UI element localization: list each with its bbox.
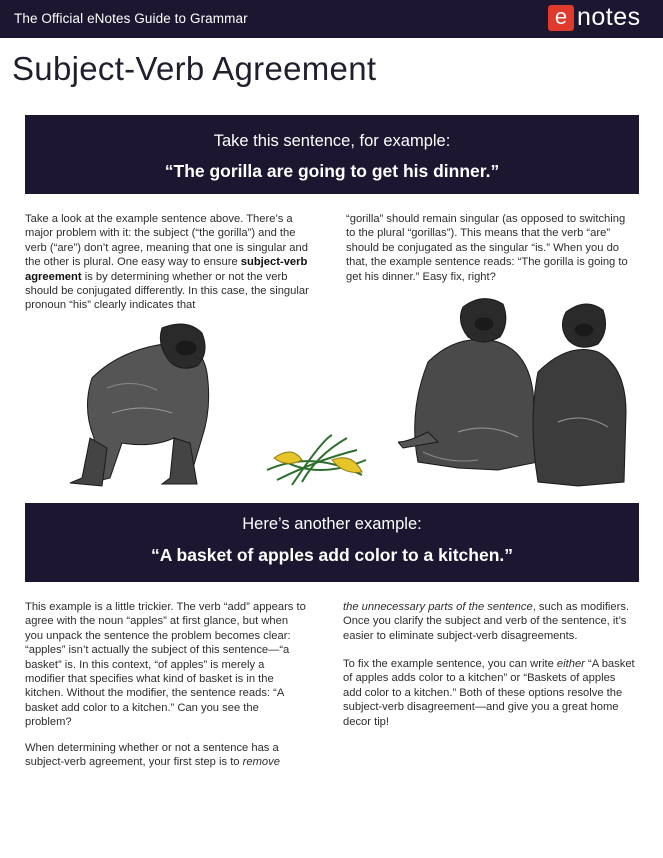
two-gorillas-illustration — [398, 292, 634, 490]
gorilla-illustration — [62, 318, 232, 490]
callout-1-lead: Take this sentence, for example: — [213, 132, 451, 150]
paragraph-3: This example is a little trickier. The verb “add” appears to agree with the noun “apples” at first glance, but when you unpack the sentence the problem becomes clear: “apples” isn’t actually the subject of this sentence—“a basket” is. In this context, “of apples” is merely a modifier that specifies what kind of basket is in the kitchen. Without the modifier, the sentence reads: “A basket add color to a kitchen.” Can you see the problem? — [25, 601, 306, 729]
header-bar — [0, 0, 663, 38]
callout-1-quote: “The gorilla are going to get his dinner.” — [164, 161, 500, 181]
term-subject-verb-agreement: subject-verb agreement — [25, 256, 308, 283]
callout-2-quote: “A basket of apples add color to a kitchen.” — [150, 545, 514, 565]
guide-title: The Official eNotes Guide to Grammar — [14, 11, 248, 26]
logo-wordmark: notes — [577, 3, 641, 31]
paragraph-2: “gorilla” should remain singular (as opposed to switching to the plural “gorillas”). This means that the verb “are” should be conjugated as the singular “is.” When you do that, the example sentence reads: “The gorilla is going to get his dinner.” Easy fix, right? — [346, 213, 628, 283]
paragraph-5-text: , such as modifiers. Once you clarify the subject and verb of the sentence, it’s easier to eliminate subject-verb disagreements. — [343, 601, 630, 642]
paragraph-4 — [25, 741, 307, 770]
paragraph-6-italic: either — [556, 658, 585, 670]
paragraph-4-text-a: When determining whether or not a sentence has a subject-verb agreement, your first step is to — [25, 742, 279, 769]
banana-leaves-illustration — [262, 430, 370, 490]
page-title: Subject-Verb Agreement — [12, 50, 377, 87]
paragraph-1 — [25, 212, 313, 313]
paragraph-5 — [343, 600, 637, 643]
paragraph-6 — [343, 657, 637, 729]
logo-letter-badge: e — [548, 5, 574, 31]
example-callout-1 — [25, 115, 639, 194]
callout-2-lead: Here’s another example: — [242, 515, 422, 533]
paragraph-1-text-b: is by determining whether or not the verb should be conjugated differently. In this case, the singular pronoun “his” clearly indicates that — [25, 270, 309, 312]
paragraph-6-text-a: To fix the example sentence, you can write — [343, 658, 557, 670]
paragraph-6-text-b: “A basket of apples adds color to a kitchen” or “Baskets of apples add color to a kitchen.” Both of these options resolve the subject-verb disagreement—and give you a great home decor tip! — [343, 658, 635, 728]
paragraph-1-text-a: Take a look at the example sentence above. There’s a major problem with it: the subject (“the gorilla”) and the verb (“are”) don’t agree, meaning that one is singular and the other is plural. One easy way to ensure — [25, 213, 308, 269]
paragraph-4-italic: remove — [242, 756, 280, 769]
paragraph-5-italic: the unnecessary parts of the sentence — [343, 601, 533, 613]
example-callout-2 — [25, 503, 639, 582]
